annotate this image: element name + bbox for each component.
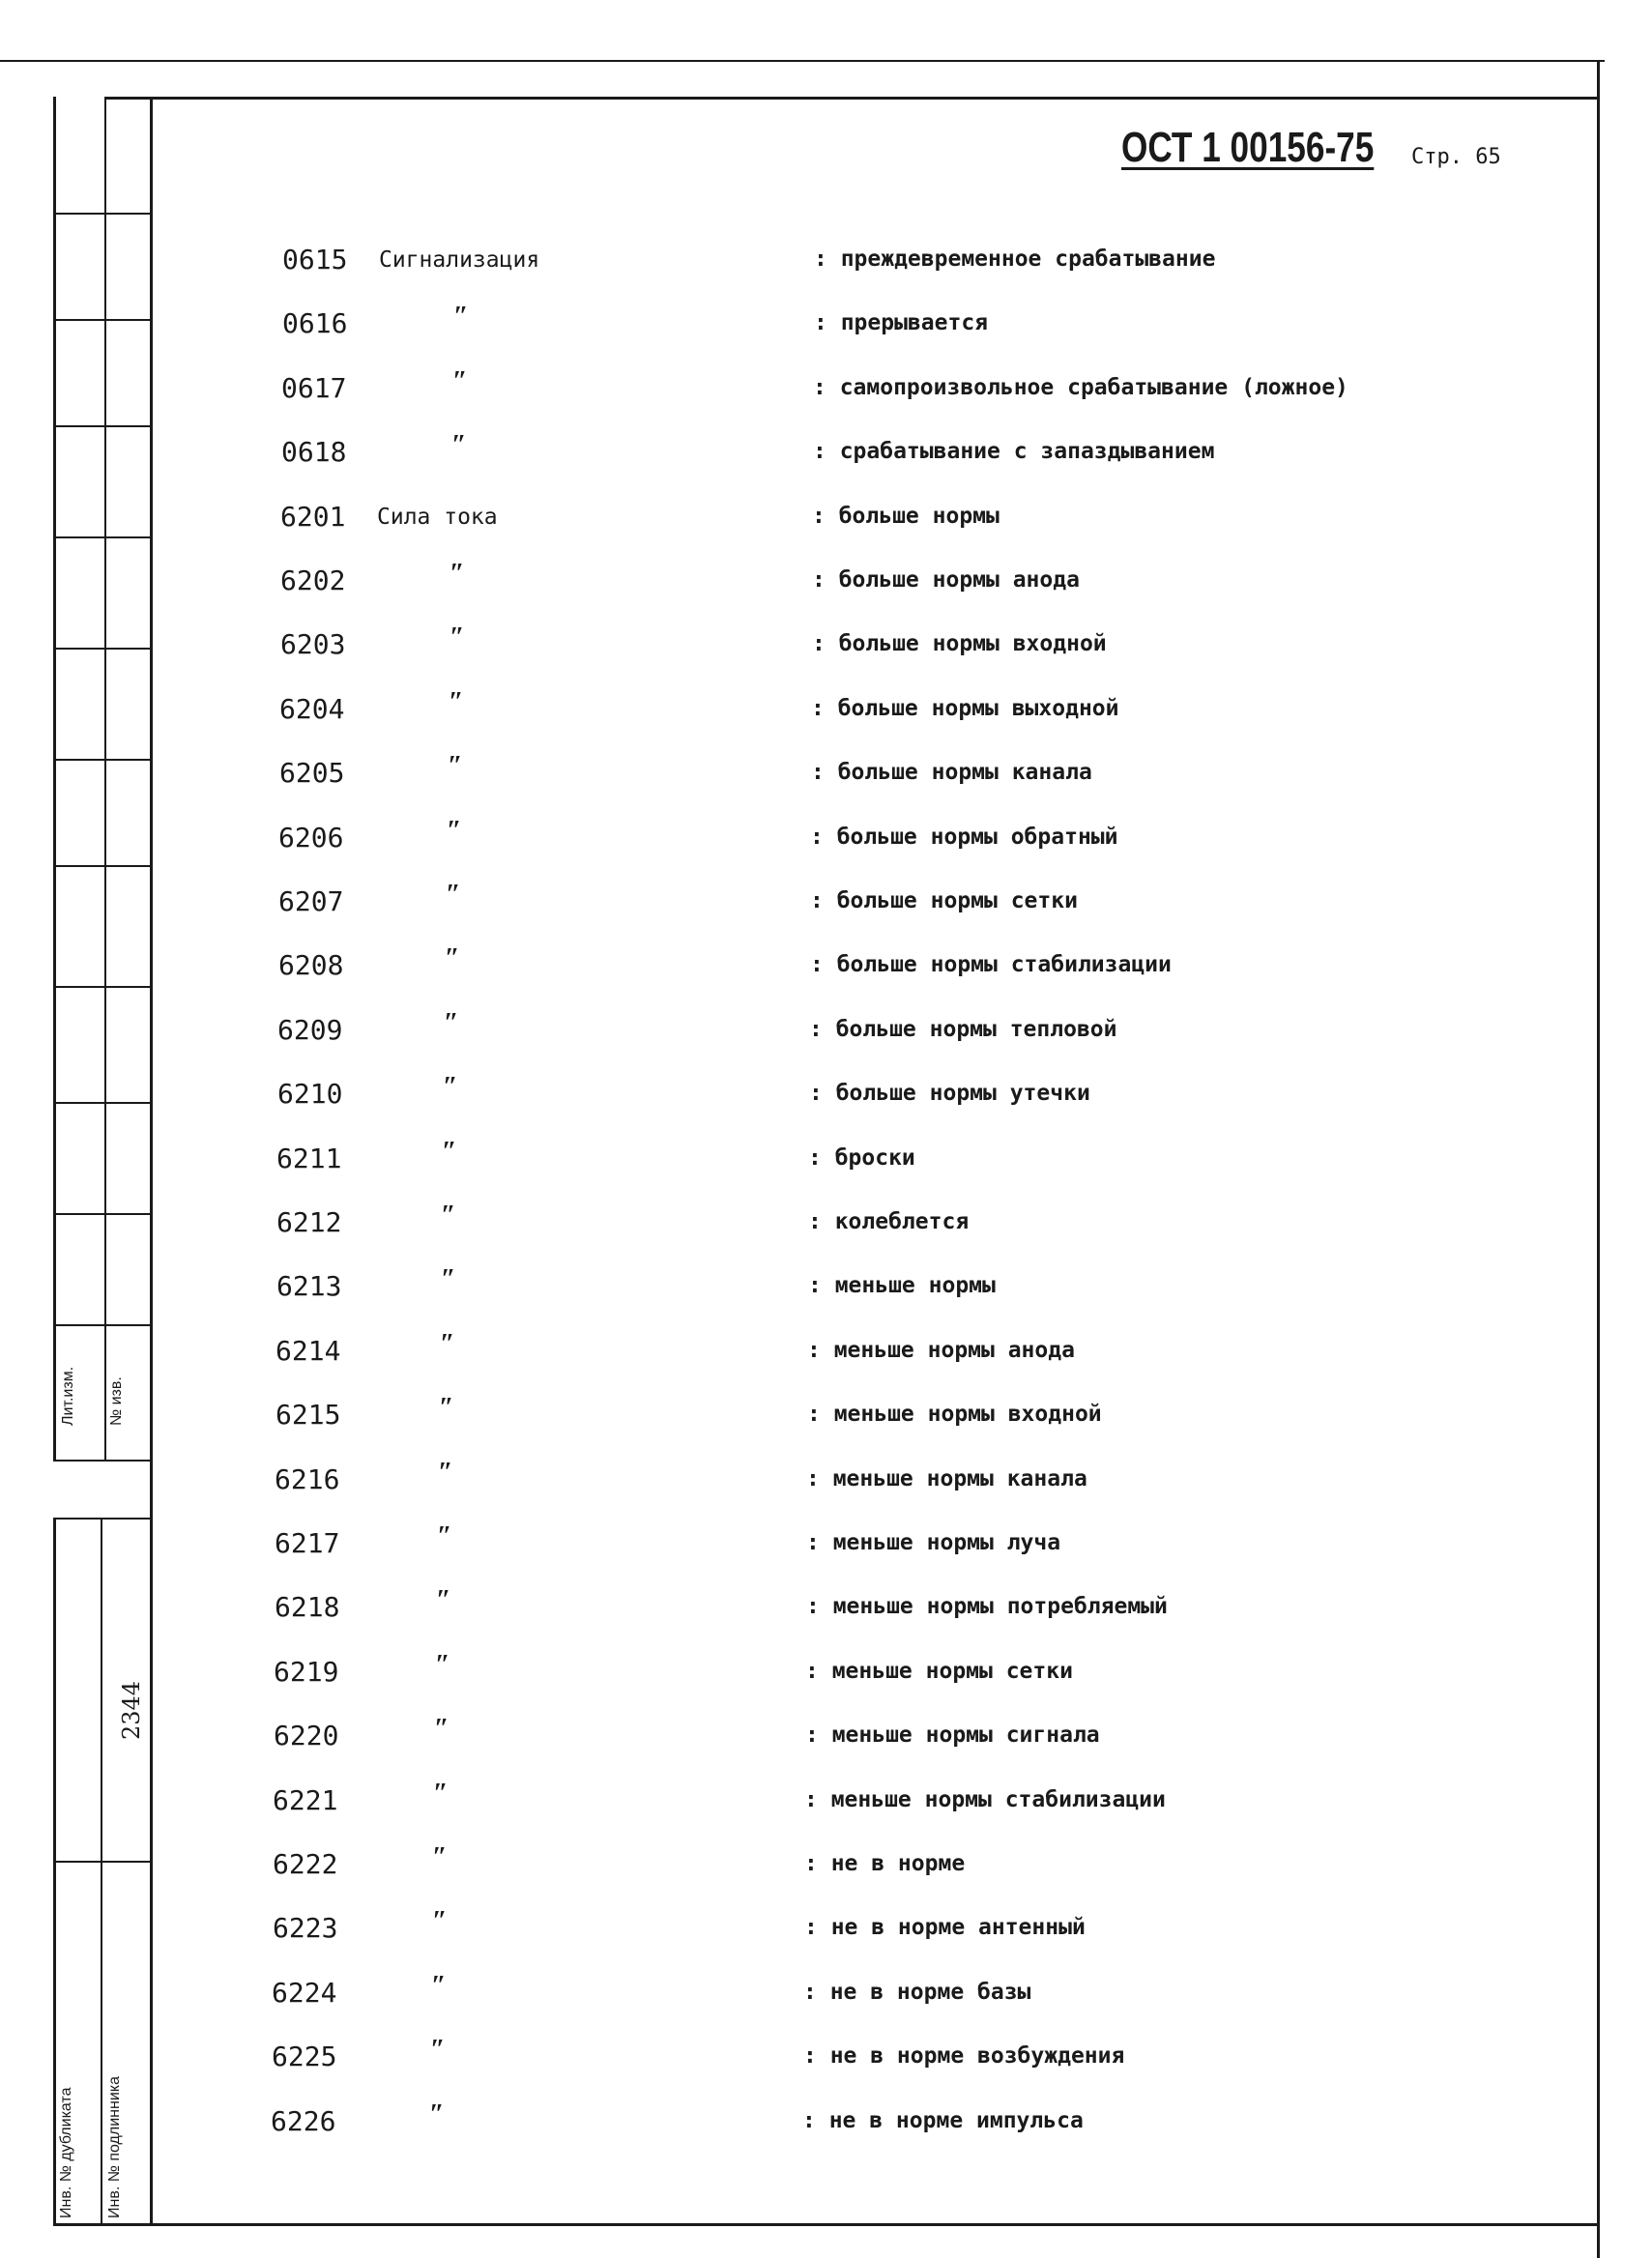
ditto-mark: ″ (448, 751, 463, 781)
entry-description: : не в норме антенный (804, 1915, 1086, 1940)
entry-description: : не в норме возбуждения (803, 2043, 1125, 2069)
entry-description: : срабатывание с запаздыванием (813, 439, 1215, 464)
ditto-mark: ″ (441, 1201, 456, 1230)
entry-description: : больше нормы входной (812, 631, 1107, 656)
frame-bottom (53, 2223, 1600, 2226)
entry-code: 6205 (279, 757, 345, 789)
entry-code: 6212 (276, 1206, 342, 1238)
margin-col-mid-lower (101, 1518, 102, 2226)
entry-description: : больше нормы обратный (810, 825, 1118, 850)
ditto-mark: ″ (442, 1137, 457, 1167)
ditto-mark: ″ (440, 1329, 455, 1359)
entry-code: 6220 (274, 1720, 339, 1751)
margin-col-outer-lower (53, 1518, 56, 2226)
ditto-mark: ″ (443, 1072, 458, 1102)
ditto-mark: ″ (432, 1906, 448, 1936)
entry-description: : больше нормы канала (811, 760, 1092, 785)
entry-description: : больше нормы (812, 504, 1000, 529)
ditto-mark: ″ (449, 687, 464, 717)
entry-description: : больше нормы анода (812, 567, 1080, 593)
entry-description: : больше нормы утечки (809, 1081, 1090, 1106)
entry-code: 6214 (275, 1335, 341, 1367)
entry-description: : больше нормы тепловой (809, 1017, 1117, 1042)
entry-code: 6226 (271, 2105, 336, 2137)
entry-subject: Сила тока (377, 505, 498, 530)
entry-code: 6202 (280, 564, 346, 596)
page-header (1121, 124, 1501, 172)
ditto-mark: ″ (445, 943, 460, 973)
margin-label-no-izv: № изв. (108, 1376, 125, 1426)
frame-right (1597, 60, 1600, 2258)
ditto-mark: ″ (430, 2035, 446, 2065)
entry-code: 6221 (273, 1784, 338, 1816)
entry-description: : меньше нормы сетки (805, 1659, 1073, 1684)
frame-top (106, 97, 1600, 100)
ditto-mark: ″ (433, 1779, 449, 1809)
margin-label-inv-original: Инв. № подлинника (106, 2075, 123, 2218)
entry-code: 6204 (279, 693, 345, 725)
margin-label-inv-duplicate: Инв. № дубликата (58, 2087, 74, 2218)
entry-description: : колеблется (808, 1209, 970, 1234)
entry-description: : не в норме (804, 1851, 966, 1876)
entry-code: 6209 (277, 1014, 343, 1046)
ditto-mark: ″ (451, 430, 467, 460)
ditto-mark: ″ (429, 2099, 445, 2129)
entry-code: 6213 (276, 1270, 342, 1302)
ditto-mark: ″ (444, 1008, 459, 1038)
entry-code: 6201 (280, 501, 346, 533)
entry-code: 6210 (277, 1078, 343, 1110)
margin-label-lit-izm: Лит.изм. (60, 1366, 76, 1426)
entry-code: 6218 (275, 1591, 340, 1623)
entry-code: 6207 (278, 885, 344, 917)
entry-description: : меньше нормы (808, 1273, 996, 1298)
entry-description: : меньше нормы анода (807, 1338, 1075, 1363)
entry-code: 6223 (273, 1912, 338, 1944)
entry-description: : преждевременное срабатывание (814, 246, 1216, 272)
entry-code: 6219 (274, 1656, 339, 1688)
entry-code: 6208 (278, 949, 344, 981)
margin-duplicate-number: 2344 (118, 1680, 145, 1740)
entry-code: 6225 (272, 2041, 337, 2072)
ditto-mark: ″ (435, 1650, 450, 1680)
page-number: Стр. 65 (1411, 145, 1501, 169)
entry-code: 6206 (278, 822, 344, 854)
entry-description: : самопроизвольное срабатывание (ложное) (813, 375, 1348, 400)
ditto-mark: ″ (446, 880, 461, 910)
entry-subject: Сигнализация (379, 247, 540, 273)
margin-col-outer (53, 97, 56, 1460)
entry-description: : больше нормы сетки (810, 888, 1078, 913)
ditto-mark: ″ (452, 366, 468, 396)
entry-description: : не в норме базы (803, 1980, 1031, 2005)
frame-left (150, 97, 153, 2226)
entry-code: 0618 (281, 436, 347, 468)
entry-description: : больше нормы выходной (811, 696, 1119, 721)
entry-description: : меньше нормы сигнала (805, 1722, 1100, 1748)
entry-description: : меньше нормы канала (806, 1466, 1087, 1491)
entry-code: 6224 (272, 1977, 337, 2009)
entry-code: 0615 (282, 244, 348, 275)
entry-code: 6222 (273, 1848, 338, 1880)
entry-code: 0617 (281, 372, 347, 404)
ditto-mark: ″ (438, 1458, 453, 1488)
entry-description: : броски (808, 1145, 915, 1171)
ditto-mark: ″ (439, 1393, 454, 1423)
entry-code: 6216 (275, 1463, 340, 1495)
entry-description: : прерывается (814, 310, 989, 335)
margin-col-mid (104, 97, 106, 1460)
ditto-mark: ″ (453, 302, 469, 332)
entry-description: : не в норме импульса (802, 2108, 1084, 2133)
ditto-mark: ″ (436, 1585, 451, 1615)
entry-description: : больше нормы стабилизации (810, 952, 1172, 977)
ditto-mark: ″ (441, 1264, 456, 1294)
entry-code: 6215 (275, 1399, 341, 1431)
ditto-mark: ″ (449, 559, 465, 589)
ditto-mark: ″ (434, 1714, 449, 1744)
ditto-mark: ″ (437, 1521, 452, 1551)
entry-description: : меньше нормы входной (807, 1402, 1102, 1427)
entry-code: 0616 (282, 307, 348, 339)
top-rule (0, 60, 1605, 62)
entry-description: : меньше нормы потребляемый (806, 1594, 1168, 1619)
ditto-mark: ″ (432, 1842, 448, 1872)
entry-description: : меньше нормы стабилизации (804, 1787, 1166, 1812)
entry-description: : меньше нормы луча (806, 1530, 1061, 1555)
entry-code: 6217 (275, 1527, 340, 1559)
ditto-mark: ″ (447, 816, 462, 846)
ditto-mark: ″ (431, 1971, 447, 2001)
entry-code: 6203 (280, 628, 346, 660)
ditto-mark: ″ (449, 622, 465, 652)
entry-code: 6211 (276, 1143, 342, 1174)
standard-code: ОСТ 1 00156-75 (1121, 124, 1375, 171)
